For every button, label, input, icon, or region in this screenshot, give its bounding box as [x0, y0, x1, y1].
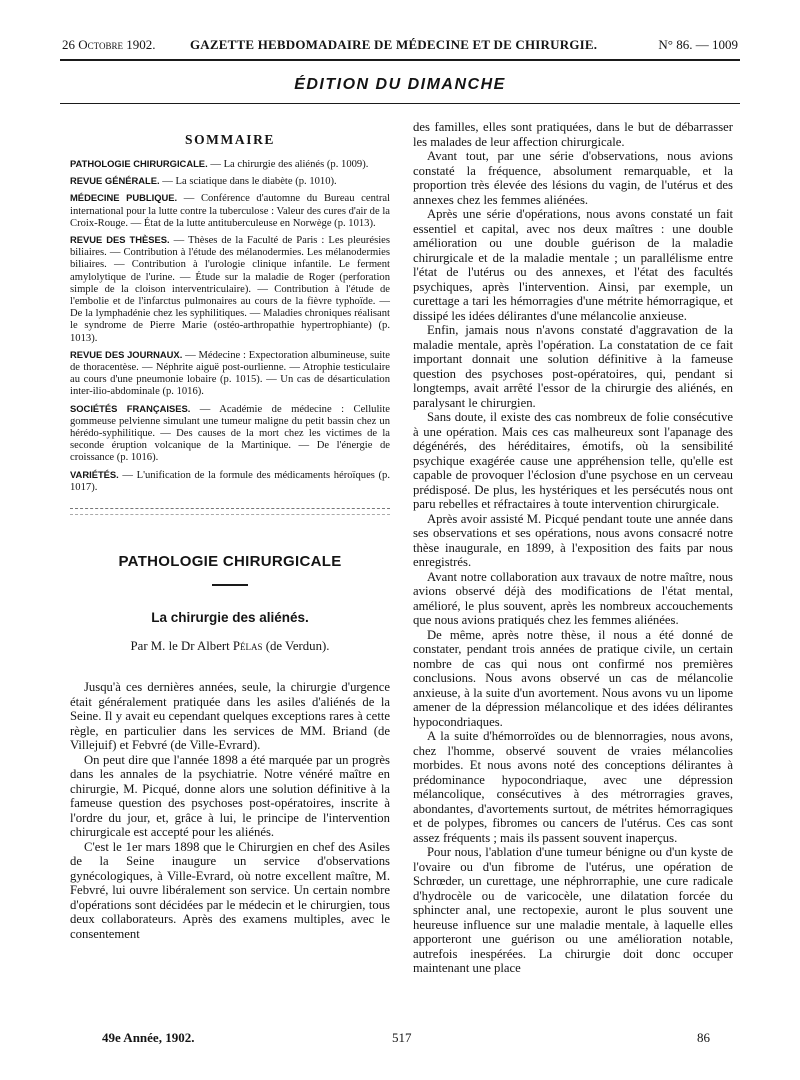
- sommaire-entry: [70, 192, 390, 230]
- section-title: PATHOLOGIE CHIRURGICALE: [118, 553, 342, 571]
- paragraph: Sans doute, il existe des cas nombreux de folie consécutive à une opération. Mais ces cas malheureux sont l'apanage des dégénérés, des héréditaires, émotifs, où la sensibilité psychique exagérée cause une appréhension telle, qu'elle est capable de provoquer l'éclosion d'une psychose en un cerveau prédisposé. De plus, les hystériques et les persécutés nous ont paru rebelles et réfractaires à toute intervention chirurgicale.: [413, 410, 733, 511]
- sommaire-section: PATHOLOGIE CHIRURGICALE.: [70, 158, 208, 169]
- sommaire-text: — La chirurgie des aliénés (p. 1009).: [207, 159, 369, 170]
- separator: [70, 508, 390, 510]
- header-rule: [60, 59, 740, 61]
- sommaire-entry: [70, 349, 390, 399]
- byline-prefix: Par M. le Dr Albert: [130, 639, 233, 654]
- edition-title: ÉDITION DU DIMANCHE: [294, 76, 506, 93]
- title-rule: [212, 584, 248, 586]
- sommaire-text: — L'unification de la formule des médicaments héroïques (p. 1017).: [70, 469, 390, 493]
- paragraph: Avant tout, par une série d'observations, nous avions constaté la fréquence, absolument remarquable, et la proportion très élevée des lésions du vagin, de l'utérus et des annexes chez les femmes aliénées.: [413, 149, 733, 207]
- sommaire-entry: [70, 175, 390, 188]
- volume-year: 49e Année, 1902.: [102, 1030, 195, 1045]
- issue-date: 26 Octobre 1902.: [62, 37, 156, 52]
- byline: [70, 639, 390, 654]
- paragraph: Après une série d'opérations, nous avons constaté un fait essentiel et capital, avec nos deux maîtres : une double amélioration ou une double guérison de la maladie chirurgicale et de la maladie mentale ; un parallélisme entre l'état de l'utérus ou des annexes, et l'état des facultés psychiques, après l'intervention. Ainsi, par exemple, un curettage a tari les hémorragies d'une métrite hémorragique, et dissipé les idées délirantes d'une mélancolie anxieuse.: [413, 207, 733, 323]
- journal-title: GAZETTE HEBDOMADAIRE DE MÉDECINE ET DE CHIRURGIE.: [190, 37, 598, 52]
- sommaire-text: — Conférence d'automne du Bureau central international pour la lutte contre la tuberculose : Valeur des cures d'air de la Croix-Rouge. — État de la lutte antituberculeuse en Norwège (p. 1013).: [70, 193, 390, 229]
- paragraph: Enfin, jamais nous n'avons constaté d'aggravation de la maladie mentale, après l'opération. La constatation de ce fait important donnait une solution définitive à la fameuse question des psychoses post-opératoires, qui, pendant si longtemps, avait arrêté l'essor de la chirurgie des aliénés, en paralysant le chirurgien.: [413, 323, 733, 410]
- sommaire-text: — La sciatique dans le diabète (p. 1010).: [159, 176, 337, 188]
- paragraph: A la suite d'hémorroïdes ou de blennorragies, nous avons, chez l'homme, observé souvent de vraies mélancolies morbides. Et nous avons noté des conceptions délirantes à prédominance hypocondriaque, avec une dépression mélancolique, consécutives à des métrorragies graves, abondantes, d'avortements surtout, de métrites hémorragiques et de polypes, fibromes ou cancers de l'utérus. Ces cas sont assez fréquents ; mais ils passent souvent inaperçus.: [413, 729, 733, 845]
- left-column: [70, 120, 390, 941]
- page-footer: [62, 1030, 738, 1048]
- running-head: [62, 37, 738, 61]
- paragraph: Pour nous, l'ablation d'une tumeur bénigne ou d'un kyste de l'ovaire ou d'un fibrome de l'utérus, une opération de Schrœder, un curettage, une néphrorraphie, une cure radicale d'hydrocèle ou de varicocèle, une dilatation forcée du sphincter anal, une rectopexie, auront le plus souvent une heureuse influence sur une maladie mentale, à laquelle elles apporteront une guérison ou une amélioration notable, autrefois inespérées. La chirurgie doit donc occuper maintenant une place: [413, 845, 733, 975]
- sommaire-section: REVUE GÉNÉRALE.: [70, 175, 160, 187]
- separator: [70, 514, 390, 515]
- issue-number: N° 86. — 1009: [658, 37, 738, 52]
- sommaire-entry: [70, 234, 390, 345]
- sommaire-entry: [70, 469, 390, 494]
- sommaire-section: SOCIÉTÉS FRANÇAISES.: [70, 402, 191, 414]
- paragraph: Avant notre collaboration aux travaux de notre maître, nous avions observé déjà des modifications de l'état mental, amélioré, le plus souvent, après les nombreux accouchements que nous avions pratiqués chez les femmes aliénées.: [413, 569, 733, 627]
- sommaire-title: SOMMAIRE: [184, 132, 276, 147]
- issue-folio: 86: [697, 1030, 710, 1045]
- edition-rule: [60, 103, 740, 104]
- byline-suffix: (de Verdun).: [262, 639, 330, 654]
- sommaire-text: — Académie de médecine : Cellulite gommeuse pelvienne simulant une tumeur maligne du petit bassin chez un hérédo-syphilitique. — Des causes de la mort chez les victimes de la seconde éruption volcanique de la Martinique. — De l'énergie de croissance (p. 1016).: [70, 403, 390, 464]
- article-title: La chirurgie des aliénés.: [151, 610, 309, 626]
- paragraph: Jusqu'à ces dernières années, seule, la chirurgie d'urgence était généralement pratiquée dans les asiles d'aliénés de la Seine. Il y avait eu cependant quelques exceptions rares à cette règle, en particulier dans les services de MM. Briand (de Villejuif) et Febvré (de Ville-Evrard).: [70, 680, 390, 753]
- sommaire-entry: [70, 158, 390, 171]
- sommaire-entry: [70, 403, 390, 465]
- sommaire-section: REVUE DES JOURNAUX.: [70, 348, 183, 360]
- right-column: [413, 120, 733, 976]
- sommaire-section: REVUE DES THÈSES.: [70, 234, 170, 246]
- paragraph: C'est le 1er mars 1898 que le Chirurgien en chef des Asiles de la Seine inaugure un service d'observations gynécologiques, à Ville-Evrard, où notre excellent maître, M. Febvré, lui ouvre libéralement son service. Un certain nombre d'opérations sont décidées par le médecin et le chirurgien, tous deux collaborateurs. Après des examens multiples, avec le consentement: [70, 839, 390, 941]
- paragraph: De même, après notre thèse, il nous a été donné de constater, pendant trois années de pratique civile, un certain nombre de cas qui nous ont confirmé nos premières conclusions. Nous avons observé un cas de mélancolie anxieuse, à la suite d'un avortement. Nous avons vu un lipome amener de la dépression mélancolique et des idées délirantes hypocondriaques.: [413, 627, 733, 729]
- sommaire-text: — Thèses de la Faculté de Paris : Les pleurésies biliaires. — Contribution à l'étude des mélanodermies. Les mélanodermies biliaires. — Contribution à l'urologie clinique infantile. Le ferment amylolytique de l'urine. — Étude sur la maladie de Roger (perforation simple de la cloison interventriculaire). — Contribution à l'étude de l'embolie et de l'infarctus pulmonaires au cours de la fièvre typhoïde. — De la lymphadénie chez les syphilitiques. — Maladies chroniques réalisant le syndrome de Pierre Marie (ostéo-arthropathie hypertrophiante) (p. 1013).: [70, 235, 391, 344]
- paragraph: On peut dire que l'année 1898 a été marquée par un progrès dans les annales de la psychiatrie. Notre vénéré maître en chirurgie, M. Picqué, donne alors une solution définitive à la fameuse question des psychoses post-opératoires, inscrite à l'ordre du jour, et, grâce à lui, le principe de l'intervention chirurgicale est accepté pour les aliénés.: [70, 752, 390, 840]
- paragraph: Après avoir assisté M. Picqué pendant toute une année dans ses observations et ses opérations, nous avons consacré notre thèse inaugurale, en 1899, à l'exposition des faits par nous enregistrés.: [413, 511, 733, 569]
- paragraph: des familles, elles sont pratiquées, dans le but de débarrasser les malades de leur affection chirurgicale.: [413, 120, 733, 149]
- sommaire-list: [70, 158, 390, 494]
- author-name: Pélas: [232, 639, 263, 654]
- sommaire-section: VARIÉTÉS.: [70, 468, 119, 480]
- sommaire-text: — Médecine : Expectoration albumineuse, suite de thoracentèse. — Néphrite aiguë post-ourlienne. — Atrophie testiculaire au cours d'une pneumonie lobaire (p. 1015). — Un cas de désarticulation inter-ilio-abdominale (p. 1016).: [70, 349, 390, 398]
- page-number: 517: [392, 1030, 412, 1045]
- sommaire-section: MÉDECINE PUBLIQUE.: [70, 192, 178, 204]
